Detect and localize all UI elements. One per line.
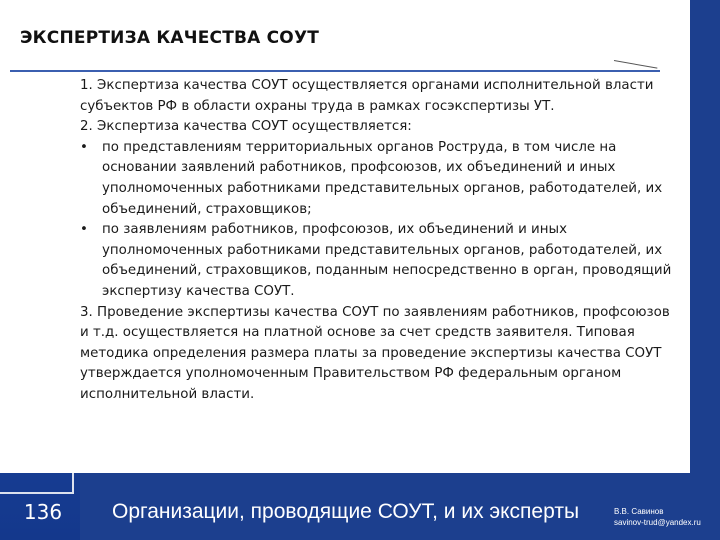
- title-divider-accent: [614, 60, 658, 69]
- author-block: [614, 506, 718, 528]
- author-name: В.В. Савинов: [614, 507, 664, 516]
- footer-title: Организации, проводящие СОУТ, и их эксперты: [112, 500, 580, 523]
- title-divider: [10, 70, 660, 72]
- slide-title: ЭКСПЕРТИЗА КАЧЕСТВА СОУТ: [20, 28, 320, 48]
- bullet-marker: •: [80, 139, 88, 155]
- paragraph-1: 1. Экспертиза качества СОУТ осуществляется органами исполнительной власти субъектов РФ в области охраны труда в рамках госэкспертизы УТ.: [80, 78, 654, 114]
- bullet-item: [80, 138, 680, 220]
- slide-body: [80, 76, 680, 406]
- bullet-text: по заявлениям работников, профсоюзов, их объединений и иных уполномоченных работниками представительных органов, работодателей, их объединений, страховщиков, поданным непосредственно в орган, проводящий экспертизу качества СОУТ.: [102, 222, 672, 299]
- author-email: savinov-trud@yandex.ru: [614, 518, 701, 527]
- bullet-text: по представлениям территориальных органов Роструда, в том числе на основании заявлений работников, профсоюзов, их объединений и иных уполномоченных работниками представительных органов, работодателей, их объединений, страховщиков;: [102, 139, 663, 217]
- page-number: 136: [23, 500, 63, 524]
- paragraph-3: 3. Проведение экспертизы качества СОУТ по заявлениям работников, профсоюзов и т.д. осуществляется на платной основе за счет средств заявителя. Типовая методика определения размера платы за проведение экспертизы качества СОУТ утверждается уполномоченным Правительством РФ федеральным органом исполнительной власти.: [80, 304, 670, 402]
- paragraph-2: 2. Экспертиза качества СОУТ осуществляется:: [80, 119, 412, 135]
- bullet-marker: •: [80, 222, 88, 238]
- bullet-item: [80, 220, 680, 302]
